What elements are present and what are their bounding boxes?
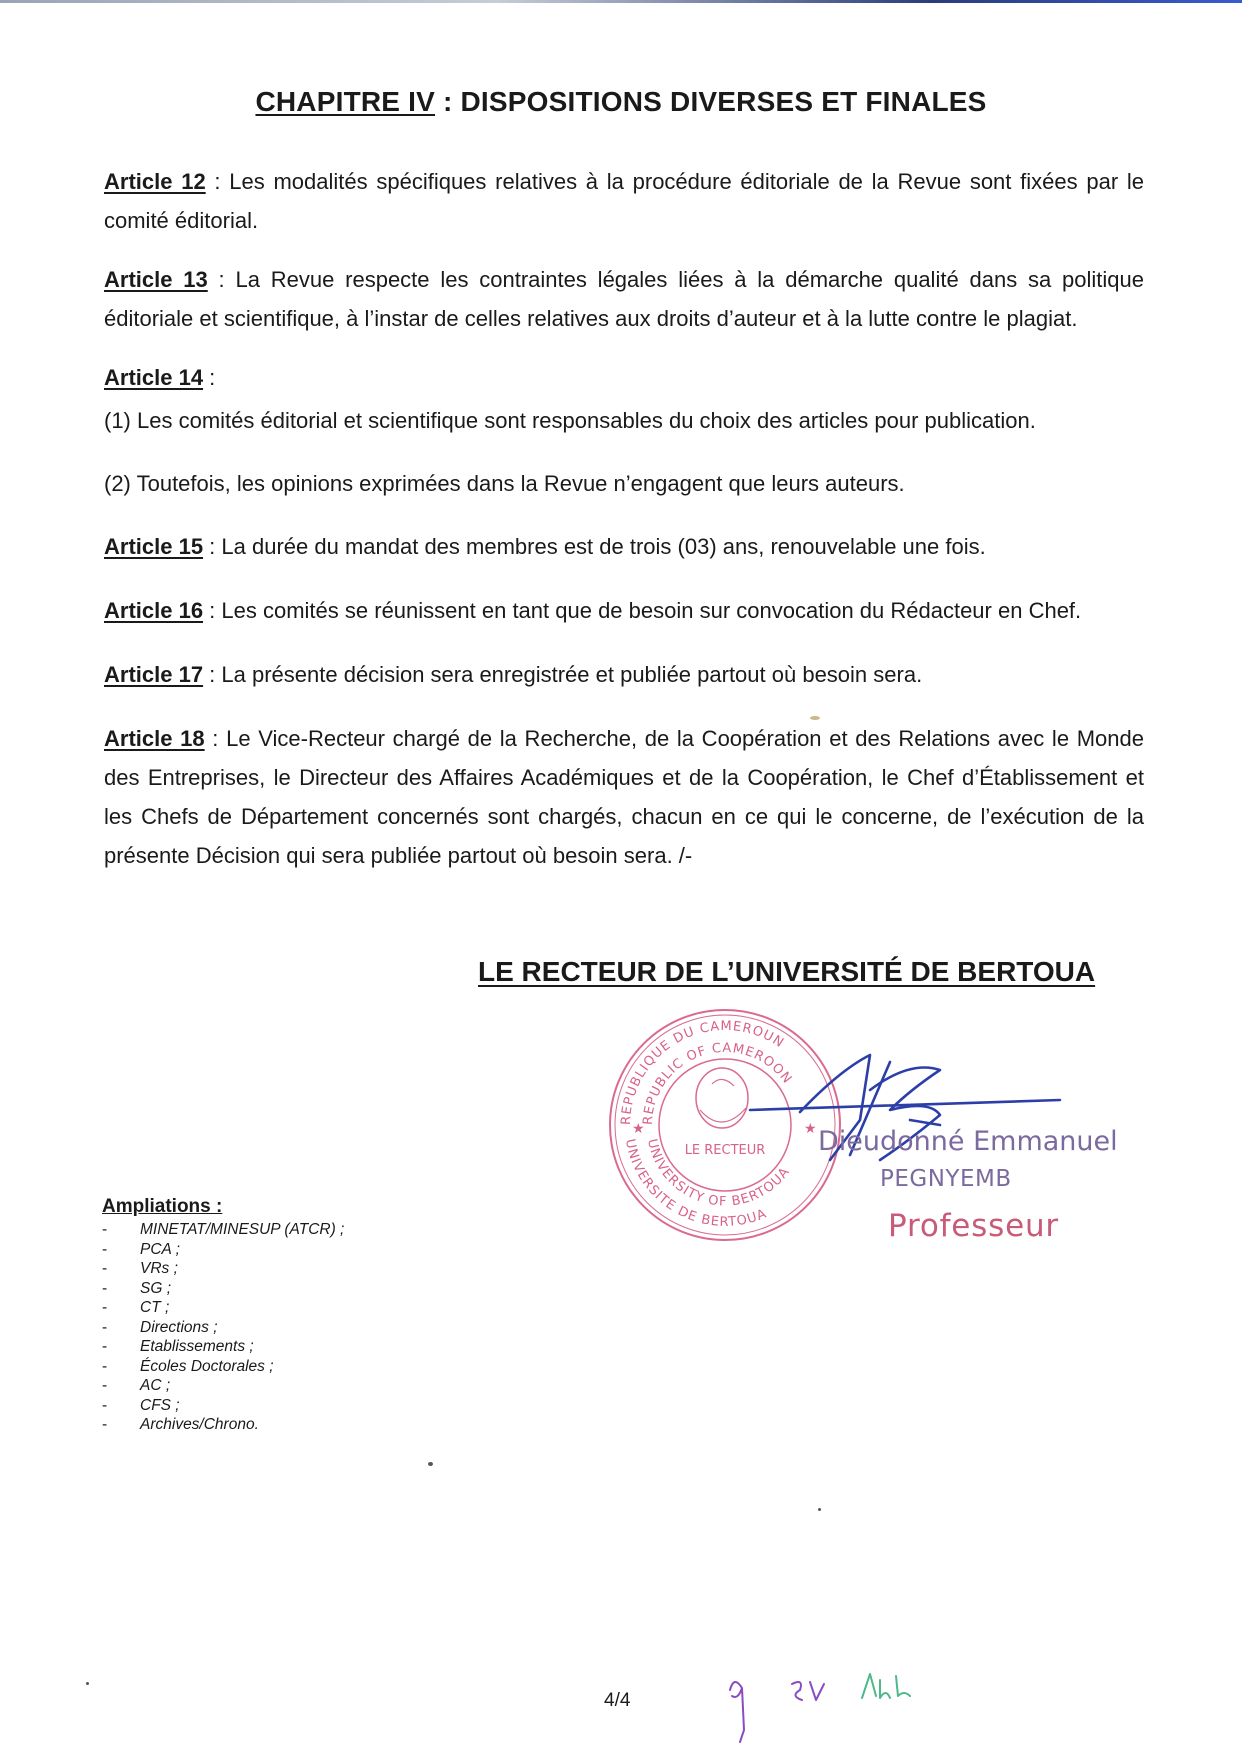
article-text: : La présente décision sera enregistrée et publiée partout où besoin sera. <box>203 662 923 687</box>
scan-speck <box>86 1682 89 1685</box>
signatory-name-line2: PEGNYEMB <box>880 1166 1012 1192</box>
list-item: - PCA ; <box>102 1240 344 1260</box>
article-text: : Les comités se réunissent en tant que de besoin sur convocation du Rédacteur en Chef. <box>203 598 1082 623</box>
scan-top-edge <box>0 0 1242 3</box>
scan-speck <box>810 716 820 720</box>
list-item: - Etablissements ; <box>102 1337 344 1357</box>
list-item: - MINETAT/MINESUP (ATCR) ; <box>102 1220 344 1240</box>
list-item: - AC ; <box>102 1376 344 1396</box>
article-17 <box>104 655 1144 694</box>
article-text: : Les modalités spécifiques relatives à la procédure éditoriale de la Revue sont fixées par le comité éditorial. <box>104 169 1144 233</box>
stamp-inner-bottom: UNIVERSITY OF BERTOUA <box>643 1137 794 1210</box>
article-text: : La durée du mandat des membres est de trois (03) ans, renouvelable une fois. <box>203 534 986 559</box>
list-item: - Directions ; <box>102 1318 344 1338</box>
article-label: Article 17 <box>104 662 204 687</box>
chapter-separator: : <box>435 86 461 117</box>
article-label: Article 15 <box>104 534 204 559</box>
handwritten-initials-icon <box>720 1660 940 1750</box>
article-12 <box>104 162 1144 240</box>
article-18 <box>104 719 1144 875</box>
chapter-title: DISPOSITIONS DIVERSES ET FINALES <box>460 86 987 117</box>
list-item: - Archives/Chrono. <box>102 1415 344 1435</box>
list-item: - VRs ; <box>102 1259 344 1279</box>
article-text: : La Revue respecte les contraintes légales liées à la démarche qualité dans sa politique éditoriale et scientifique, à l’instar de celles relatives aux droits d’auteur et à la lutte contre le plagiat. <box>104 267 1144 331</box>
article-14-item-1: (1) Les comités éditorial et scientifique sont responsables du choix des articles pour publication. <box>104 408 1036 433</box>
scan-speck <box>818 1508 821 1511</box>
article-13 <box>104 260 1144 338</box>
ampliations-title: Ampliations : <box>102 1196 223 1217</box>
svg-text:★: ★ <box>632 1121 645 1137</box>
stamp-inner-top: REPUBLIC OF CAMEROON <box>640 1040 795 1126</box>
ampliations <box>102 1196 344 1435</box>
article-label: Article 14 <box>104 365 204 390</box>
signatory-name-line1: Dieudonné Emmanuel <box>818 1126 1118 1157</box>
page-number: 4/4 <box>604 1690 631 1711</box>
signatory-heading: LE RECTEUR DE L’UNIVERSITÉ DE BERTOUA <box>478 956 1096 987</box>
article-text: : <box>203 365 216 390</box>
svg-text:★: ★ <box>804 1121 817 1137</box>
document-body <box>104 162 1144 895</box>
stamp-outer-top: REPUBLIQUE DU CAMEROUN <box>618 1018 787 1126</box>
article-16 <box>104 591 1144 630</box>
stamp-outer-bottom: UNIVERSITE DE BERTOUA <box>621 1137 770 1230</box>
article-label: Article 13 <box>104 267 208 292</box>
article-label: Article 16 <box>104 598 204 623</box>
list-item: - SG ; <box>102 1279 344 1299</box>
list-item: - CFS ; <box>102 1396 344 1416</box>
list-item: - Écoles Doctorales ; <box>102 1357 344 1377</box>
article-15 <box>104 527 1144 566</box>
article-label: Article 12 <box>104 169 206 194</box>
chapter-label: CHAPITRE IV <box>255 86 436 117</box>
signatory-title: Professeur <box>888 1208 1059 1244</box>
article-14 <box>104 358 1144 397</box>
article-14-item-2: (2) Toutefois, les opinions exprimées dans la Revue n’engagent que leurs auteurs. <box>104 471 905 496</box>
article-label: Article 18 <box>104 726 205 751</box>
article-text: : Le Vice-Recteur chargé de la Recherche, de la Coopération et des Relations avec le Monde des Entreprises, le Directeur des Affaires Académiques et de la Coopération, le Chef d’Établissement et les Chefs de Département concernés sont chargés, chacun en ce qui le concerne, de l’exécution de la présente Décision qui sera publiée partout où besoin sera. /- <box>104 726 1144 868</box>
ampliations-list <box>102 1220 344 1435</box>
scan-speck <box>428 1462 433 1466</box>
list-item: - CT ; <box>102 1298 344 1318</box>
stamp-center: LE RECTEUR <box>684 1143 766 1158</box>
chapter-heading <box>0 86 1242 118</box>
